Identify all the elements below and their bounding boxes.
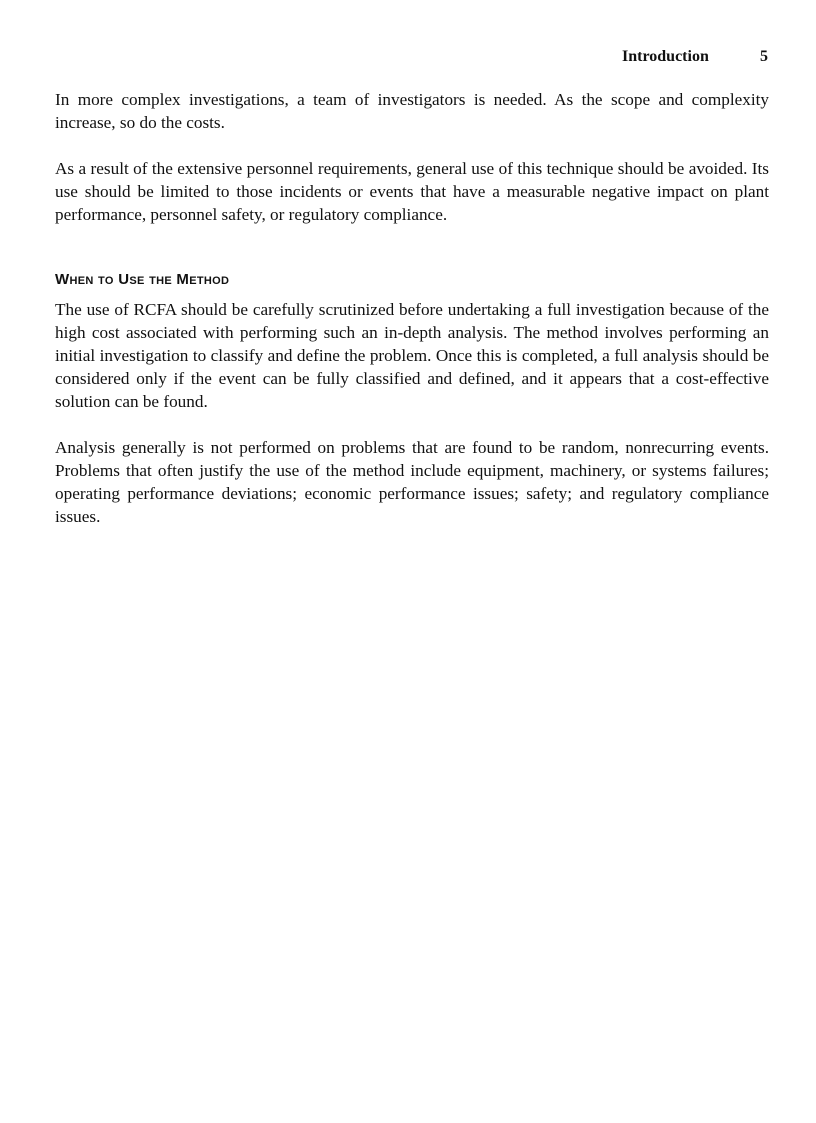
running-head xyxy=(622,48,768,66)
paragraph-rcfa-use: The use of RCFA should be carefully scrutinized before undertaking a full investigation because of the high cost associated with performing such an in-depth analysis. The method involves performing an initial investigation to classify and define the problem. Once this is completed, a full analysis should be considered only if the event can be fully classified and defined, and it appears that a cost-effective solution can be found. xyxy=(55,300,769,411)
page-number: 5 xyxy=(760,48,768,65)
paragraph-personnel-requirements: As a result of the extensive personnel requirements, general use of this technique should be avoided. Its use should be limited to those incidents or events that have a measurable negative impact on plant performance, personnel safety, or regulatory compliance. xyxy=(55,159,769,224)
paragraph-team-investigators: In more complex investigations, a team of investigators is needed. As the scope and complexity increase, so do the costs. xyxy=(55,90,769,132)
paragraph-analysis-scope: Analysis generally is not performed on problems that are found to be random, nonrecurring events. Problems that often justify the use of the method include equipment, machinery, or systems failures; operating performance deviations; economic performance issues; safety; and regulatory compliance issues. xyxy=(55,438,769,526)
section-heading: When to Use the Method xyxy=(55,271,230,288)
page-content xyxy=(55,88,769,528)
running-title: Introduction xyxy=(622,48,709,65)
